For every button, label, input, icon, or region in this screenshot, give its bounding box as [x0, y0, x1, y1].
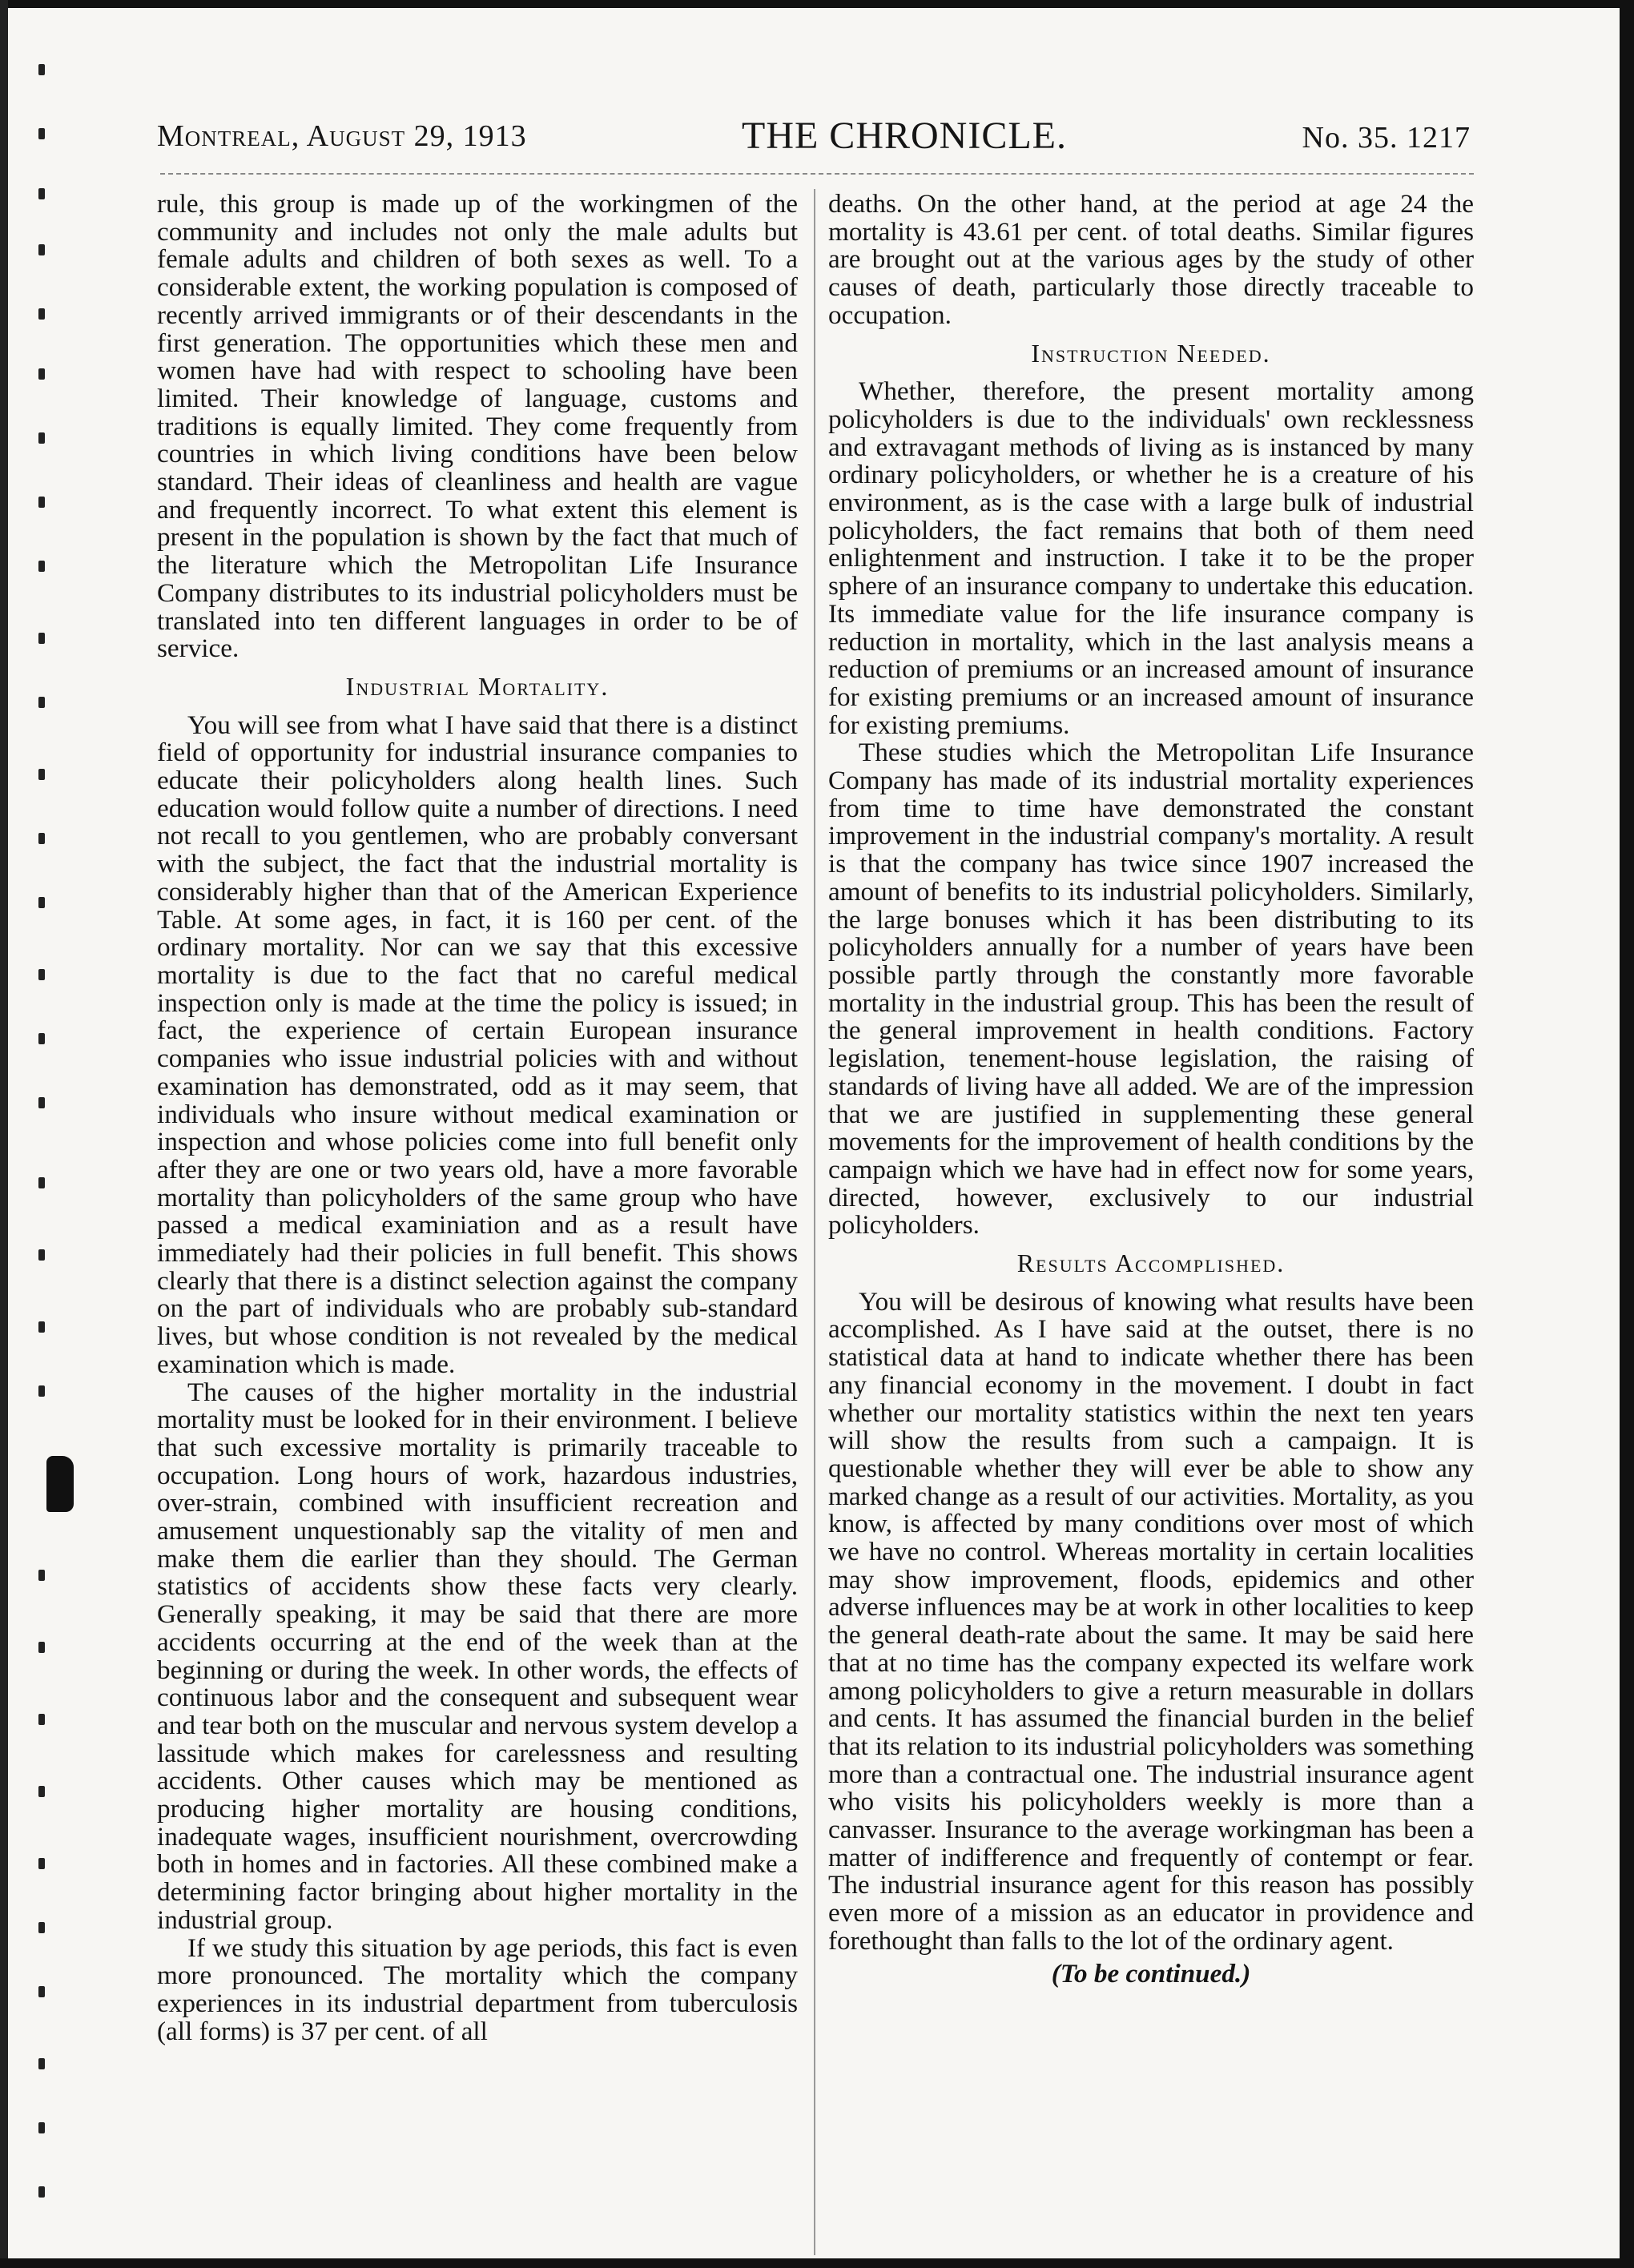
binding-hole-mark: [38, 497, 45, 508]
section-heading: Industrial Mortality.: [345, 671, 610, 701]
header-title: THE CHRONICLE.: [742, 115, 1067, 157]
binding-hole-mark: [38, 1033, 45, 1044]
binding-hole-mark: [38, 897, 45, 908]
right-column: [828, 191, 1474, 1988]
section-heading: Instruction Needed.: [1031, 338, 1271, 368]
paragraph: Whether, therefore, the present mortality among policyholders is due to the individuals' own recklessness and extravagant methods of living as is instanced by many ordinary policyholders, or whether he is a creature of his environment, as is the case with a large bulk of industrial policyholders, the fact remains that both of them need enlightenment and instruction. I take it to be the proper sphere of an insurance company to undertake this education. Its immediate value for the life insurance company is reduction in mortality, which in the last analysis means a reduction of premiums or an increased amount of insurance for existing premiums or an increased amount of insurance for existing premiums.: [828, 376, 1474, 740]
binding-hole-mark: [38, 1097, 45, 1108]
binding-hole-mark: [38, 1714, 45, 1725]
header-place-date: Montreal, August 29, 1913: [157, 119, 527, 153]
page-header: [157, 114, 1471, 170]
ink-blot: [46, 1456, 74, 1512]
paragraph: You will be desirous of knowing what results have been accomplished. As I have said at the outset, there is no statistical data at hand to indicate whether there has been any financial economy in the movement. I doubt in fact whether our mortality statistics within the next ten years will show the results from such a campaign. It is questionable whether they will ever be able to show any marked change as a result of our activities. Mortality, as you know, is affected by many conditions over most of which we have no control. Whereas mortality in certain localities may show improvement, floods, epidemics and other adverse influences may be at work in other localities to keep the general death-rate about the same. It may be said here that at no time has the company expected its welfare work among policyholders to give a return measurable in dollars and cents. It has assumed the financial burden in the belief that its relation to its industrial policyholders was something more than a contractual one. The industrial insurance agent who visits his policyholders weekly is more than a canvasser. Insurance to the average workingman has been a matter of indifference and frequently of contempt or fear. The industrial insurance agent for this reason has possibly even more of a mission as an educator in providence and forethought than falls to the lot of the ordinary agent.: [828, 1286, 1474, 1956]
binding-hole-mark: [38, 244, 45, 255]
binding-hole-mark: [38, 1321, 45, 1333]
scan-edge-top: [0, 0, 1634, 8]
binding-hole-mark: [38, 64, 45, 75]
binding-hole-mark: [38, 1858, 45, 1869]
binding-hole-mark: [38, 432, 45, 444]
binding-hole-mark: [38, 1249, 45, 1261]
paragraph: The causes of the higher mortality in the industrial mortality must be looked for in their environment. I believe that such excessive mortality is primarily traceable to occupation. Long hours of work, hazardous industries, over-strain, combined with insufficient recreation and amusement unquestionably sap the vitality of men and make them die earlier than they should. The German statistics of accidents show these facts very clearly. Generally speaking, it may be said that there are more accidents occurring at the end of the week than at the beginning or during the week. In other words, the effects of continuous labor and the consequent and subsequent wear and tear both on the muscular and nervous system develop a lassitude which makes for carelessness and resulting accidents. Other causes which may be mentioned as producing higher mortality are housing conditions, inadequate wages, insufficient nourishment, overcrowding both in homes and in factories. All these combined make a determining factor bringing about higher mortality in the industrial group.: [157, 1377, 798, 1935]
scan-edge-left: [0, 0, 8, 2268]
binding-hole-mark: [38, 308, 45, 320]
section-heading: Results Accomplished.: [1016, 1249, 1286, 1278]
paragraph: These studies which the Metropolitan Life Insurance Company has made of its industrial mortality experiences from time to time have demonstrated the constant improvement in the industrial company's mortality. A result is that the company has twice since 1907 increased the amount of benefits to its industrial policyholders. Similarly, the large bonuses which it has been distributing to its policyholders annually for a number of years have been possible partly through the constantly more favorable mortality in the industrial group. This has been the result of the general improvement in health conditions. Factory legislation, tenement-house legislation, the raising of standards of living have all added. We are of the impression that we are justified in supplementing these general movements for the improvement of health conditions by the campaign which we have had in effect now for some years, directed, however, exclusively to our industrial policyholders.: [828, 738, 1474, 1241]
binding-hole-mark: [38, 969, 45, 980]
binding-hole-mark: [38, 2058, 45, 2069]
binding-hole-mark: [38, 1986, 45, 1997]
binding-hole-mark: [38, 2122, 45, 2133]
header-rule: [160, 173, 1474, 175]
scan-edge-right: [1620, 0, 1634, 2268]
binding-hole-mark: [38, 633, 45, 644]
header-issue-number: No. 35. 1217: [1302, 121, 1471, 155]
column-divider: [814, 189, 815, 2255]
paragraph: rule, this group is made up of the workingmen of the community and includes not only the male adults but female adults and children of both sexes as well. To a considerable extent, the working population is composed of recently arrived immigrants or of their descendants in the first generation. The opportunities which these men and women have had with respect to schooling have been limited. Their knowledge of language, customs and traditions is equally limited. They come frequently from countries in which living conditions have been below standard. Their ideas of cleanliness and health are vague and frequently incorrect. To what extent this element is present in the population is shown by the fact that much of the literature which the Metropolitan Life Insurance Company distributes to its industrial policyholders must be translated into ten different languages in order to be of service.: [157, 189, 798, 664]
binding-hole-mark: [38, 833, 45, 844]
binding-hole-mark: [38, 1570, 45, 1581]
binding-hole-mark: [38, 697, 45, 708]
binding-hole-mark: [38, 1922, 45, 1933]
binding-hole-mark: [38, 561, 45, 572]
binding-hole-mark: [38, 769, 45, 780]
binding-hole-mark: [38, 1385, 45, 1397]
paragraph: You will see from what I have said that there is a distinct field of opportunity for industrial insurance companies to educate their policyholders along health lines. Such education would follow quite a number of directions. I need not recall to you gentlemen, who are probably conversant with the subject, the fact that the industrial mortality is considerably higher than that of the American Experience Table. At some ages, in fact, it is 160 per cent. of the ordinary mortality. Nor can we say that this excessive mortality is due to the fact that no careful medical inspection only is made at the time the policy is issued; in fact, the experience of certain European insurance companies who issue industrial policies with and without examination has demonstrated, odd as it may seem, that individuals who insure without medical examination or inspection and whose policies come into full benefit only after they are one or two years old, have a more favorable mortality than policyholders of the same group who have passed a medical examiniation and as a result have immediately had their policies in full benefit. This shows clearly that there is a distinct selection against the company on the part of individuals who are probably sub-standard lives, but whose condition is not revealed by the medical examination which is made.: [157, 710, 798, 1379]
paragraph: If we study this situation by age periods, this fact is even more pronounced. The mortality which the company experiences in its industrial department from tuberculosis (all forms) is 37 per cent. of all: [157, 1932, 798, 2046]
binding-hole-mark: [38, 368, 45, 380]
binding-hole-mark: [38, 1177, 45, 1188]
binding-hole-mark: [38, 1786, 45, 1797]
binding-hole-mark: [38, 128, 45, 139]
paragraph: deaths. On the other hand, at the period at age 24 the mortality is 43.61 per cent. of total deaths. Similar figures are brought out at the various ages by the study of other causes of death, particularly those directly traceable to occupation.: [828, 189, 1474, 330]
left-column: [157, 191, 798, 2045]
binding-hole-mark: [38, 188, 45, 199]
continued-note: (To be continued.): [1051, 1958, 1251, 1989]
scan-edge-bottom: [0, 2258, 1634, 2268]
binding-hole-mark: [38, 2186, 45, 2198]
binding-hole-mark: [38, 1642, 45, 1653]
